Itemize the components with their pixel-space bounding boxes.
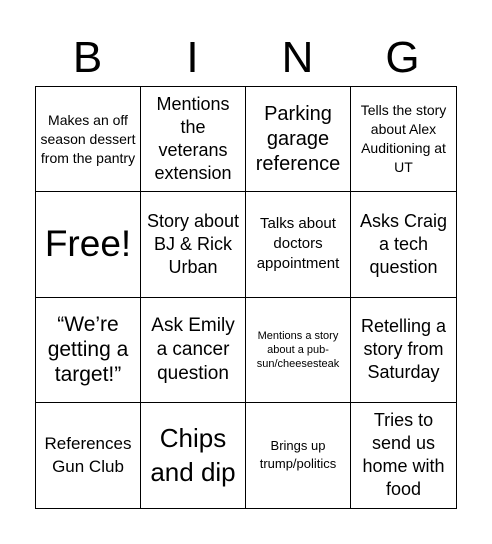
bingo-cell[interactable]: Chips and dip <box>141 403 246 508</box>
bingo-cell[interactable]: Parking garage reference <box>246 87 351 192</box>
bingo-cell[interactable]: Tells the story about Alex Auditioning at UT <box>351 87 456 192</box>
bingo-cell[interactable]: Story about BJ & Rick Urban <box>141 192 246 297</box>
bingo-cell[interactable]: “We’re getting a target!” <box>36 298 141 403</box>
header-letter-n: N <box>281 33 314 82</box>
bingo-cell[interactable]: Brings up trump/politics <box>246 403 351 508</box>
bingo-cell[interactable]: Ask Emily a cancer question <box>141 298 246 403</box>
bingo-grid <box>35 86 457 509</box>
bingo-cell[interactable]: Tries to send us home with food <box>362 410 445 500</box>
bingo-cell[interactable]: Retelling a story from Saturday <box>351 298 456 403</box>
bingo-cell[interactable]: Mentions the veterans extension <box>141 87 246 192</box>
bingo-cell[interactable]: References Gun Club <box>36 403 141 508</box>
header-letter-i: I <box>186 33 199 82</box>
bingo-header <box>35 30 457 86</box>
bingo-cell[interactable]: Talks about doctors appointment <box>246 192 351 297</box>
bingo-cell[interactable]: Asks Craig a tech question <box>351 192 456 297</box>
bingo-cell[interactable]: Makes an off season dessert from the pantry <box>36 87 141 192</box>
header-letter-g: G <box>385 33 420 82</box>
bingo-cell[interactable]: Mentions a story about a pub-sun/cheesesteak <box>246 298 351 403</box>
header-letter-b: B <box>72 33 103 82</box>
bingo-cell-free[interactable]: Free! <box>36 192 141 297</box>
